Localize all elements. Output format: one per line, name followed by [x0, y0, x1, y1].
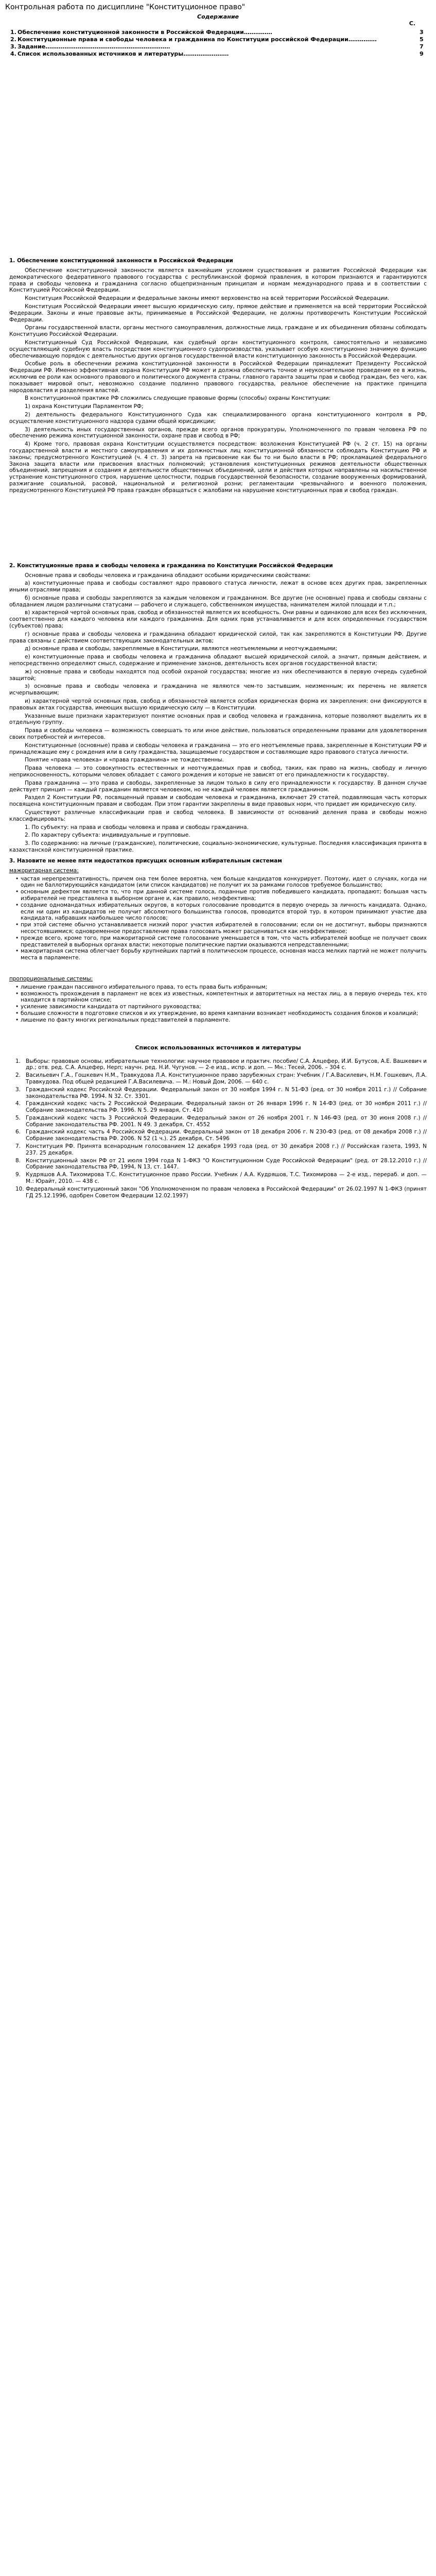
list-item: • лишение по факту многих региональных представителей в парламенте.: [15, 1017, 427, 1024]
table-of-contents: [10, 29, 431, 58]
toc-item: 1. Обеспечение конституционной законности в Российской Федерации…………… 3: [10, 29, 424, 36]
references-list: [9, 1058, 427, 1199]
paragraph: Конституционный Суд Российской Федерации, как судебный орган конституционного контроля, самостоятельно и независимо осуществляющий судебную власть посредством конституционного судопроизводства, указывает особую конституционно значимую функцию обеспечивающую порядок с деятельностью других органов государственной власти конституционную законность в Российской Федерации.: [9, 339, 427, 359]
paragraph: 1) охрана Конституции Парламентом РФ;: [25, 403, 144, 410]
list-item: • при этой системе обычно устанавливается низкий порог участия избирателей в голосовании; если он не достигнут, выборы признаются несостоявшимися; одновременное предоставление права голосовать может расцениваться как неэффективное;: [15, 922, 427, 935]
list-item: 3. Гражданский кодекс Российской Федерации. Федеральный закон от 30 ноября 1994 г. N 51-ФЗ (ред. от 30 ноября 2011 г.) // Собрание законодательства РФ. 1994. N 32. Ст. 3301.: [15, 1086, 427, 1099]
list-item: • создание одномандатных избирательных округов, в которых голосование проводится в первую очередь за личность кандидата. Однако, если ни один из кандидатов не получит абсолютного большинства голосов, проводится второй тур, в котором принимают участие два кандидата, набравших наибольшее число голосов;: [15, 902, 427, 922]
paragraph: 2. По характеру субъекта: индивидуальные и групповые.: [25, 832, 190, 839]
paragraph: Особые роль в обеспечении режима конституционной законности в Российской Федерации принадлежит Президенту Российской Федерации РФ. Именно эффективная охрана Конституции РФ может и должна обеспечить точное и неукоснительное проведение ее в жизнь, исключив ее роли как основного правового и политического документа страны, главного гаранта защиты прав и свобод граждан, без чего, как показывает мировой опыт, невозможно создание подлинно правового государства, реальное обеспечение на практике принципа народовластия и разделения властей.: [9, 361, 427, 394]
paragraph: Конституционные (основные) права и свободы человека и гражданина — это его неотъемлемые права, закрепленные в Конституции РФ и принадлежащие ему с рождения или в силу гражданства, защищаемые государством и составляющие ядро правового статуса личности.: [9, 742, 427, 755]
section-1: [9, 258, 427, 494]
list-item: 9. Кудряшов А.А. Тихомирова Т.С. Конституционное право России. Учебник / А.А. Кудряшов, Т.С. Тихомирова — 2-е изд., перераб. и доп. — М.: Юрайт, 2010. — 438 с.: [15, 1172, 427, 1185]
paragraph: Права и свободы человека — возможность совершать то или иное действие, пользоваться определенными правами для удовлетворения своих потребностей и интересов.: [9, 727, 427, 741]
list-item: • большие сложности в подготовке списков и их утверждение, во время кампании возникает необходимость создания блоков и коалиций;: [15, 1010, 427, 1017]
paragraph: е) конституционные права и свободы человека и гражданина обладают высшей юридической силой, а значит, прямым действием, и непосредственно определяют смысл, содержание и применение законов, деятельность всех органов государственной власти;: [9, 654, 427, 667]
section-3-heading: 3. Назовите не менее пяти недостатков присущих основным избирательным системам: [9, 857, 282, 864]
paragraph: б) основные права и свободы закрепляются за каждым человеком и гражданином. Все другие (не основные) права и свободы связаны с обладанием лицом различными статусами — рабочего и служащего, собственником имущества, нанимателем жилой площади и т.п.;: [9, 595, 427, 608]
toc-page-label: С.: [409, 20, 415, 27]
paragraph: Конституция Российской Федерации и федеральные законы имеют верховенство на всей территории Российской Федерации.: [25, 295, 390, 302]
majoritarian-heading: мажоритарная система:: [9, 867, 79, 874]
paragraph: Существуют различные классификации прав и свобод человека. В зависимости от оснований деления права и свободы можно классифицировать:: [9, 809, 427, 822]
majoritarian-list: [9, 876, 427, 961]
paragraph: и) характерной чертой основных прав, свобод и обязанностей является особая юридическая форма их закрепления: они фиксируются в правовых актах государства, имеющих высшую юридическую силу — в Конституции.: [9, 698, 427, 711]
list-item: 4. Гражданский кодекс часть 2 Российской Федерации. Федеральный закон от 26 января 1996 г. N 14-ФЗ (ред. от 30 ноября 2011 г.) // Собрание законодательства РФ. 1996. N 5. 29 января, Ст. 410: [15, 1100, 427, 1114]
section-2-heading: 2. Конституционные права и свободы человека и гражданина по Конституции Российской Федерации: [9, 562, 333, 569]
list-item: 5. Гражданский кодекс часть 3 Российской Федерации. Федеральный закон от 26 ноября 2001 г. N 146-ФЗ (ред. от 30 июня 2008 г.) // Собрание законодательства РФ. 2001. N 49. 3 декабря, Ст. 4552: [15, 1114, 427, 1128]
paragraph: в) характерной чертой основных прав, свобод и обязанностей является их всеобщность. Они равны и одинаково для всех без исключения, соответственно для каждого человека или каждого гражданина. Для одних прав устанавливается и для всех определенных государством (субъектов) права;: [9, 609, 427, 630]
page-title: Контрольная работа по дисциплине "Конституционное право": [5, 3, 246, 11]
paragraph: ж) основные права и свободы находятся под особой охраной государства; многие из них обеспечиваются в первую очередь судебной защитой;: [9, 668, 427, 682]
paragraph: а) конституционные права и свободы составляют ядро правового статуса личности, лежат в основе всех других прав, закрепленных иными отраслями права;: [9, 580, 427, 594]
paragraph: г) основные права и свободы человека и гражданина обладают юридической силой, так как закрепляются в Конституции РФ. Другие права связаны с действием соответствующих законодательных актов;: [9, 631, 427, 644]
section-4-heading: Список использованных источников и литературы: [135, 1044, 301, 1051]
toc-heading: Содержание: [197, 13, 239, 20]
proportional-list: [9, 984, 427, 1024]
section-2: [9, 563, 427, 1024]
paragraph: Конституция Российской Федерации имеет высшую юридическую силу, прямое действие и применяется на всей территории Российской Федерации. Законы и иные правовые акты, принимаемые в Российской Федерации, не должны противоречить Конституции Российской Федерации.: [9, 303, 427, 323]
section-4: [9, 1058, 427, 1199]
proportional-heading: пропорциональные системы:: [9, 975, 93, 982]
paragraph: Указанные выше признаки характеризуют понятие основных прав и свобод человека и гражданина, которые позволяют выделить их в отдельную группу.: [9, 713, 427, 726]
list-item: 2. Васильевич Г.А., Гошкевич Н.М., Травкудова Л.А. Конституционное право зарубежных стран: Учебник / Г.А.Василевич, Н.М. Гошкевич, Л.А. Травкудова. Под общей редакцией Г.А.Василевича. — М.: Новый Дом, 2006. — 640 с.: [15, 1072, 427, 1085]
list-item: • основным дефектом является то, что при данной системе голоса, поданные против победившего кандидата, пропадают; большая часть избирателей не представлена в выборном органе и, как правило, неэффективна;: [15, 889, 427, 902]
paragraph: 4) Кроме того, правовая охрана Конституции осуществляется посредством: возложения Конституцией РФ (ч. 2 ст. 15) на органы государственной власти и местного самоуправления и их должностных лиц конституционной обязанности соблюдать Конституцию РФ и законы; предусмотренного Конституцией (ч. 4 ст. 3) запрета на присвоение как бы то ни было власти в РФ; прокламацией федерального Закона защита власти или присвоения властных полномочий; установления конституционных режимов деятельности общественных объединений, запрещения и создания и деятельности общественных объединений, цели и действия которых направлены на насильственное устранение конституционного строя, нарушение целостности, подрыв государственной безопасности, создание вооруженных формирований, разжигание социальной, расовой, национальной и религиозной розни; регламентации чрезвычайного и военного положения, предусмотренного Конституцией РФ права граждан обращаться с жалобами на нарушение конституционных прав и свобод граждан.: [9, 441, 427, 494]
paragraph: Права гражданина — это права и свободы, закрепленные за лицом только в силу его принадлежности к государству. В данном случае действует принцип — каждый гражданин является человеком, но не каждый человек является гражданином.: [9, 779, 427, 793]
toc-item: 4. Список использованных источников и литературы…………………… 9: [10, 50, 424, 57]
list-item: 10. Федеральный конституционный закон "Об Уполномоченном по правам человека в Российской Федерации" от 26.02.1997 N 1-ФКЗ (принят ГД 25.12.1996, одобрен Советом Федерации 12.02.1997): [15, 1185, 427, 1199]
paragraph: Основные права и свободы человека и гражданина обладают особыми юридическими свойствами:: [25, 572, 311, 579]
paragraph: 3) деятельность иных государственных органов, прежде всего органов прокуратуры, Уполномоченного по правам человека РФ по обеспечению режима конституционной законности, охране прав и свобод в РФ;: [9, 426, 427, 439]
paragraph: В конституционной практике РФ сложились следующие правовые формы (способы) охраны Конституции:: [25, 395, 331, 402]
list-item: • мажоритарная система облегчает борьбу крупнейших партий в политическом процессе, основная масса мелких партий не может получить места в парламенте.: [15, 948, 427, 961]
section-1-heading: 1. Обеспечение конституционной законности в Российской Федерации: [9, 258, 233, 264]
list-item: • лишение граждан пассивного избирательного права, то есть права быть избранным;: [15, 984, 427, 991]
paragraph: 2) деятельность федерального Конституционного Суда как специализированного органа конституционного контроля в РФ, осуществление конституционного надзора судами общей юрисдикции;: [9, 411, 427, 425]
paragraph: Обеспечение конституционной законности является важнейшим условием существования и развития Российской Федерации как демократического федеративного правового государства с республиканской формой правления, в котором признаются и гарантируются права и свободы человека и гражданина согласно общепризнанным принципам и нормам международного права и в соответствии с Конституцией Российской Федерации.: [9, 267, 427, 294]
list-item: • прежде всего, кроме того, при мажоритарной системе голосование уменьшается в том, что часть избирателей вообще не получает своих представителей в выборных органах власти; некоторые политические партии оказываются непредставленными;: [15, 935, 427, 948]
list-item: • частая нерепрезентативность, причем она тем более вероятна, чем больше кандидатов конкурирует. Поэтому, идет о случаях, когда ни один не баллотирующийся кандидатом (или список кандидатов) не получит их за рамками голосов требуемое большинство;: [15, 876, 427, 889]
toc-item: 2. Конституционные права и свободы человека и гражданина по Конституции российской Федерации…………… 5: [10, 36, 424, 43]
list-item: 7. Конституция РФ. Принята всенародным голосованием 12 декабря 1993 года (ред. от 30 декабря 2008 г.) // Российская газета, 1993, N 237. 25 декабря.: [15, 1143, 427, 1156]
paragraph: 1. По субъекту: на права и свободы человека и права и свободы гражданина.: [25, 824, 249, 831]
list-item: 8. Конституционный закон РФ от 21 июля 1994 года N 1-ФКЗ "О Конституционном Суде Российской Федерации" (ред. от 28.12.2010 г.) // Собрание законодательства РФ, 1994, N 13, ст. 1447.: [15, 1157, 427, 1171]
list-item: 1. Выборы: правовые основы, избирательные технологии: научное правовое и практич. пособие/ С.А. Алцефер, И.И. Бутусов, А.Е. Вашкевич и др.; отв. ред. С.А. Алцефер, Нерп; научн. ред. Н.И. Чугунов. — 2-е изд., испр. и доп. — Мн.: Тесей, 2006. – 304 с.: [15, 1058, 427, 1071]
paragraph: Права человека — это совокупность естественных и неотчуждаемых прав и свобод, таких, как право на жизнь, свободу и личную неприкосновенность, которыми человек обладает с самого рождения и которые не зависят от его принадлежности к государству.: [9, 765, 427, 778]
paragraph: з) основные права и свободы человека и гражданина не являются чем-то застывшим, неизменным; их перечень не является исчерпывающим;: [9, 683, 427, 697]
list-item: 6. Гражданский кодекс часть 4 Российской Федерации. Федеральный закон от 18 декабря 2006 г. N 230-ФЗ (ред. от 08 декабря 2008 г.) // Собрание законодательства РФ. 2006. N 52 (1 ч.). 25 декабря, Ст. 5496: [15, 1129, 427, 1142]
paragraph: Понятие «права человека» и «права гражданина» не тождественны.: [25, 757, 224, 764]
paragraph: 3. По содержанию: на личные (гражданские), политические, социально-экономические, культурные. Последняя классификация принята в казахстанской конституционной практике.: [9, 840, 427, 853]
list-item: • возможность прохождения в парламент не всех из известных, компетентных и авторитетных на местах лиц, а в первую очередь тех, кто находится в партийном списке;: [15, 991, 427, 1004]
paragraph: Раздел 2 Конституции РФ, посвященный правам и свободам человека и гражданина, включает 29 статей, подавляющая часть которых посвящена конституционным правам и свободам. При этом гарантии закреплены в виде правовых норм, что придает им юридическую силу.: [9, 794, 427, 808]
paragraph: Органы государственной власти, органы местного самоуправления, должностные лица, граждане и их объединения обязаны соблюдать Конституцию Российской Федерации.: [9, 325, 427, 338]
list-item: • усиление зависимости кандидата от партийного руководства;: [15, 1004, 427, 1010]
paragraph: д) основные права и свободы, закрепляемые в Конституции, являются неотъемлемыми и неотчуждаемыми;: [25, 646, 338, 652]
toc-item: 3. Задание………………………………………………………… 7: [10, 43, 424, 50]
